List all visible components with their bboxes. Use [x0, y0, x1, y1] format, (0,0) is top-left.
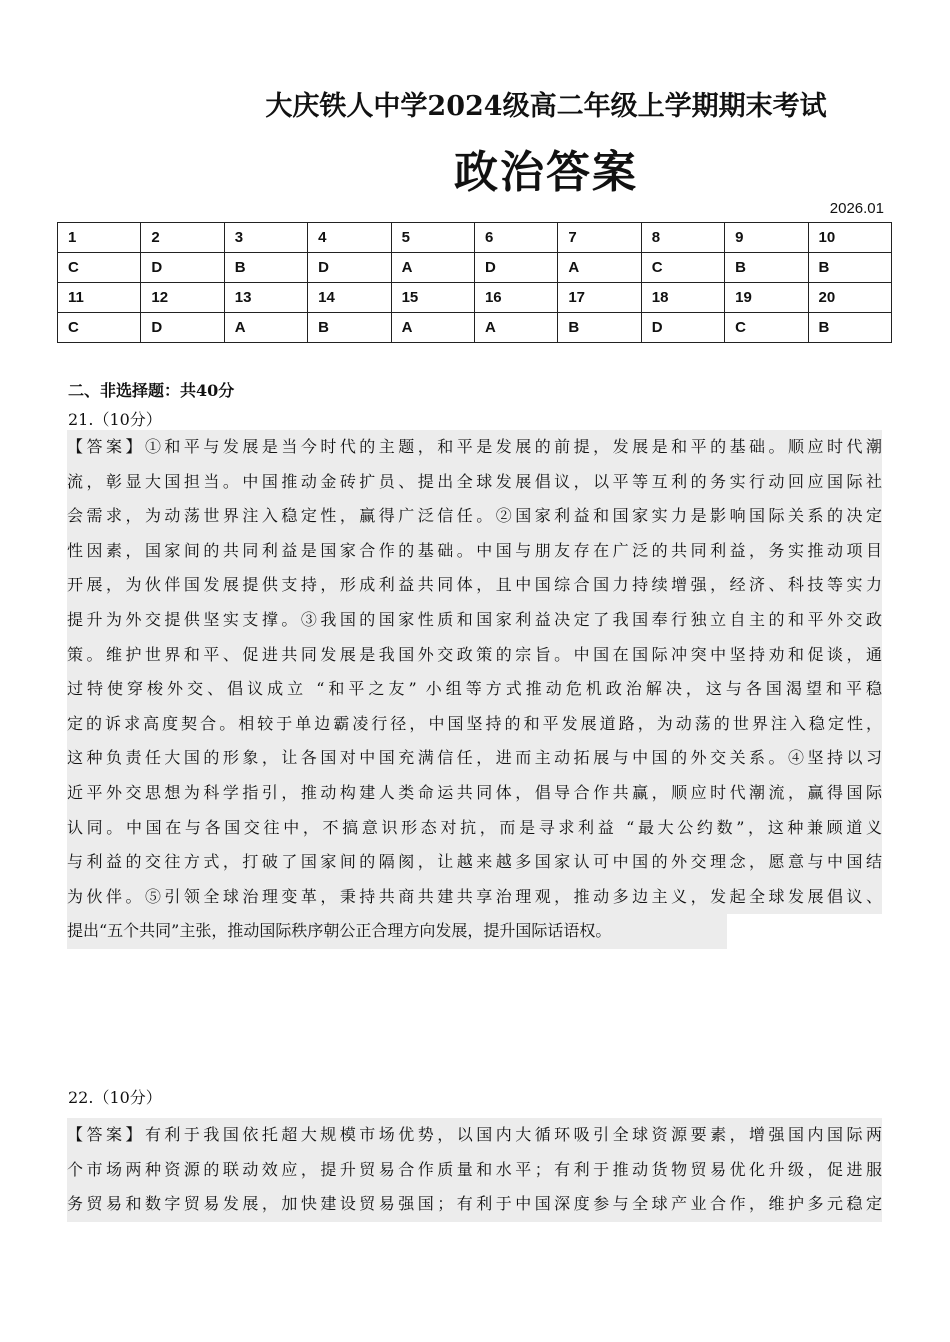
table-row [58, 283, 892, 313]
table-cell: C [58, 313, 141, 343]
question-22-answer [67, 1118, 882, 1222]
table-cell: 18 [641, 283, 724, 313]
table-cell: 11 [58, 283, 141, 313]
table-cell: A [224, 313, 307, 343]
table-cell: B [224, 253, 307, 283]
table-cell: A [391, 253, 474, 283]
table-cell: C [725, 313, 808, 343]
table-cell: B [808, 313, 891, 343]
exam-title: 大庆铁人中学2024级高二年级上学期期末考试 [265, 91, 827, 122]
table-cell: 13 [224, 283, 307, 313]
table-cell: 1 [58, 223, 141, 253]
table-cell: D [308, 253, 391, 283]
answer-line: 过特使穿梭外交、倡议成立 “和平之友” 小组等方式推动危机政治解决，这与各国渴望和平稳 [67, 672, 882, 707]
table-row [58, 313, 892, 343]
answer-line: 性因素，国家间的共同利益是国家合作的基础。中国与朋友存在广泛的共同利益，务实推动项目 [67, 534, 882, 569]
table-cell: A [391, 313, 474, 343]
table-row [58, 223, 892, 253]
page-subtitle: 政治答案 [454, 147, 638, 198]
table-cell: A [474, 313, 557, 343]
answer-line: 这种负责任大国的形象，让各国对中国充满信任，进而主动拓展与中国的外交关系。④坚持以习 [67, 741, 882, 776]
answer-line: 务贸易和数字贸易发展，加快建设贸易强国；有利于中国深度参与全球产业合作，维护多元稳定 [67, 1187, 882, 1222]
table-cell: D [141, 313, 224, 343]
table-row [58, 253, 892, 283]
table-cell: D [474, 253, 557, 283]
answer-line: 提出“五个共同”主张，推动国际秩序朝公正合理方向发展，提升国际话语权。 [67, 914, 727, 949]
answer-line: 与利益的交往方式，打破了国家间的隔阂，让越来越多国家认可中国的外交理念，愿意与中国结 [67, 845, 882, 880]
table-cell: D [141, 253, 224, 283]
table-cell: D [641, 313, 724, 343]
answer-line: 【答案】①和平与发展是当今时代的主题，和平是发展的前提，发展是和平的基础。顺应时代潮 [67, 430, 882, 465]
answer-line: 为伙伴。⑤引领全球治理变革，秉持共商共建共享治理观，推动多边主义，发起全球发展倡议、 [67, 880, 882, 915]
table-cell: 20 [808, 283, 891, 313]
table-cell: 15 [391, 283, 474, 313]
table-cell: 3 [224, 223, 307, 253]
table-cell: B [725, 253, 808, 283]
table-cell: B [308, 313, 391, 343]
exam-date: 2026.01 [829, 200, 884, 217]
answer-line: 近平外交思想为科学指引，推动构建人类命运共同体，倡导合作共赢，顺应时代潮流，赢得国际 [67, 776, 882, 811]
answer-line: 会需求，为动荡世界注入稳定性，赢得广泛信任。②国家利益和国家实力是影响国际关系的决定 [67, 499, 882, 534]
table-cell: 10 [808, 223, 891, 253]
table-cell: 9 [725, 223, 808, 253]
answer-line: 策。维护世界和平、促进共同发展是我国外交政策的宗旨。中国在国际冲突中坚持劝和促谈，通 [67, 638, 882, 673]
table-cell: A [558, 253, 641, 283]
answer-line: 个市场两种资源的联动效应，提升贸易合作质量和水平；有利于推动货物贸易优化升级，促进服 [67, 1153, 882, 1188]
table-cell: 19 [725, 283, 808, 313]
table-cell: 8 [641, 223, 724, 253]
table-cell: C [58, 253, 141, 283]
table-cell: 16 [474, 283, 557, 313]
answer-line: 定的诉求高度契合。相较于单边霸凌行径，中国坚持的和平发展道路，为动荡的世界注入稳定性， [67, 707, 882, 742]
answer-line: 【答案】有利于我国依托超大规模市场优势，以国内大循环吸引全球资源要素，增强国内国际两 [67, 1118, 882, 1153]
answer-line: 认同。中国在与各国交往中，不搞意识形态对抗，而是寻求利益 “最大公约数”，这种兼顾道义 [67, 811, 882, 846]
table-cell: C [641, 253, 724, 283]
answer-line: 提升为外交提供坚实支撑。③我国的国家性质和国家利益决定了我国奉行独立自主的和平外交政 [67, 603, 882, 638]
table-cell: 6 [474, 223, 557, 253]
table-cell: 17 [558, 283, 641, 313]
question-21-answer [67, 430, 882, 949]
section-heading: 二、非选择题：共40分 [68, 381, 235, 400]
table-cell: 4 [308, 223, 391, 253]
answer-line: 流，彰显大国担当。中国推动金砖扩员、提出全球发展倡议，以平等互利的务实行动回应国际社 [67, 465, 882, 500]
table-cell: 7 [558, 223, 641, 253]
table-cell: 12 [141, 283, 224, 313]
table-cell: B [808, 253, 891, 283]
answer-table [57, 222, 892, 343]
table-cell: 14 [308, 283, 391, 313]
question-21-label: 21.（10分） [68, 410, 162, 429]
table-cell: B [558, 313, 641, 343]
table-cell: 5 [391, 223, 474, 253]
question-22-label: 22.（10分） [68, 1088, 162, 1107]
answer-line: 开展，为伙伴国发展提供支持，形成利益共同体，且中国综合国力持续增强，经济、科技等实力 [67, 568, 882, 603]
table-cell: 2 [141, 223, 224, 253]
